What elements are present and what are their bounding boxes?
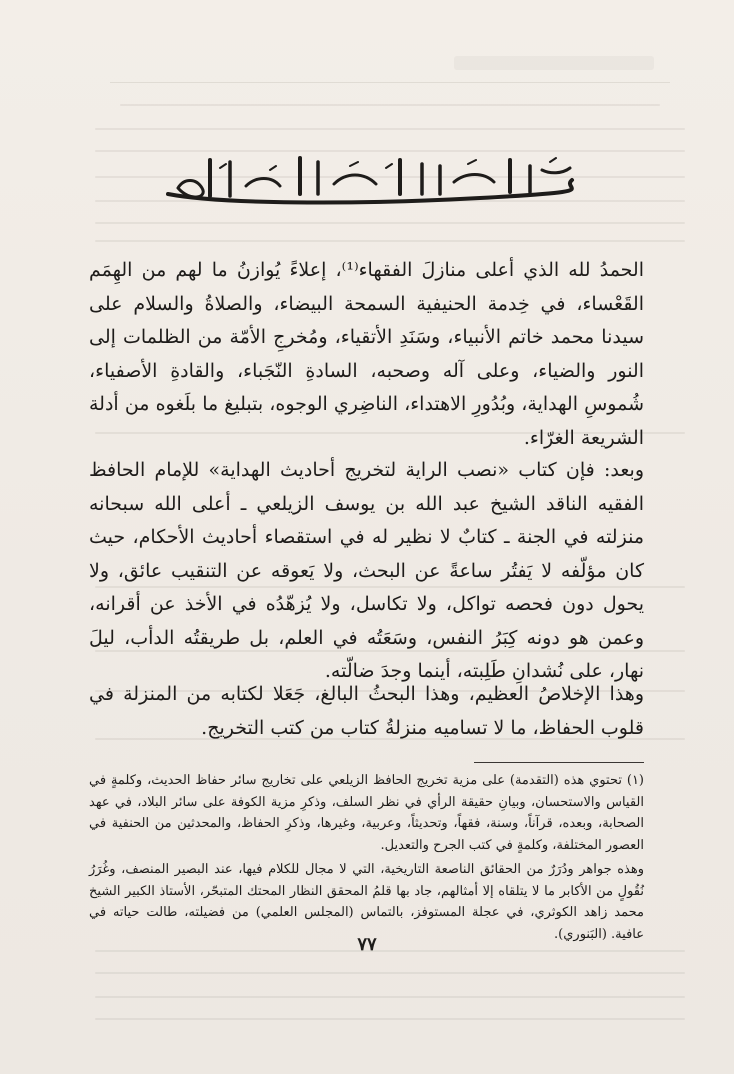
footnote-1-continuation: وهذه جواهر ودُرَرٌ من الحقائق الناصعة التاريخية، التي لا مجال للكلام فيها، عند البصير المنصف، وغُرَرُ نُقُولٍ من الأكابر ما لا يتلقاه إلا أمثالهم، جاد بها قلمُ المحقق النظار المحتك المتبحّر، الأستاذ الكبير الشيخ محمد زاهد الكوثري، في عجلة المستوفز، بالتماس (المجلس العلمي) من فضيلته، طالت حياته في عافية. (البَنوري).	[89, 862, 644, 942]
bleed-through-line	[120, 104, 660, 106]
page-number: ٧٧	[357, 934, 377, 955]
book-introduction-paragraph: وبعد: فإن كتاب «نصب الراية لتخريج أحاديث الهداية» للإمام الحافظ الفقيه الناقد الشيخ عبد الله بن يوسف الزيلعي ـ أعلى الله سبحانه منزلته في الجنة ـ كتابٌ لا نظير له في استقصاء أحاديث الأحكام، حيث كان مؤلّفه لا يَفتُر ساعةً عن البحث، ولا يَعوقه عن التنقيب عائق، ولا يحول دون فحصه تواكل، ولا تكاسل، ولا يُزهّدُه في الأخذ عن أقرانه، وعمن هو دونه كِبَرُ النفس، وسَعَتُه في العلم، بل طريقتُه الدأب، ليلَ نهار، على نُشدانِ طَلِبته، أينما وجدَ ضالّته.	[89, 459, 644, 682]
bleed-through-header	[454, 56, 654, 70]
footnote-separator	[474, 762, 644, 763]
basmala-calligraphy	[150, 150, 590, 212]
bleed-through-line	[95, 1018, 685, 1020]
book-standing-paragraph: وهذا الإخلاصُ العظيم، وهذا البحثُ البالغ، جَعَلا لكتابه من المنزلة في قلوب الحفاظ، ما لا تساميه منزلةُ كتاب من كتب التخريج.	[89, 683, 644, 739]
bleed-through-rule	[110, 82, 670, 83]
bleed-through-line	[95, 240, 685, 242]
bleed-through-line	[95, 996, 685, 998]
bleed-through-line	[95, 972, 685, 974]
bleed-through-line	[95, 222, 685, 224]
opening-paragraph: الحمدُ لله الذي أعلى منازلَ الفقهاء⁽¹⁾، إعلاءً يُوازنُ ما لهم من الهِمَم القَعْساء، في خِدمة الحنيفية السمحة البيضاء، والصلاةُ والسلام على سيدنا محمد خاتم الأنبياء، وسَنَدِ الأتقياء، ومُخرجِ الأمّة من الظلمات إلى النور والضياء، وعلى آله وصحبه، السادةِ النّجَباء، والقادةِ الأصفياء، شُموسِ الهداية، وبُدُورِ الاهتداء، الناضِري الوجوه، بتبليغ ما بلَغوه من أدلة الشريعة الغرّاء.	[89, 259, 645, 449]
footnote-1: (١) تحتوي هذه (التقدمة) على مزية تخريج الحافظ الزيلعي على تخاريج سائر حفاظ الحديث، وكلمةٍ في القياس والاستحسان، وبيانِ حقيقة الرأي في نظر السلف، وذكرِ مزية الكوفة على سائر البلاد، في عهد الصحابة، وبعده، قرآناً، وسنة، فقهاً، وتحديثاً، وعربية، وغيرها، وذكرِ الحفاظ، والمحدثين من الحنفية في العصور المختلفة، وكلمةٍ في كتب الجرح والتعديل.	[89, 773, 644, 853]
bleed-through-line	[95, 128, 685, 130]
